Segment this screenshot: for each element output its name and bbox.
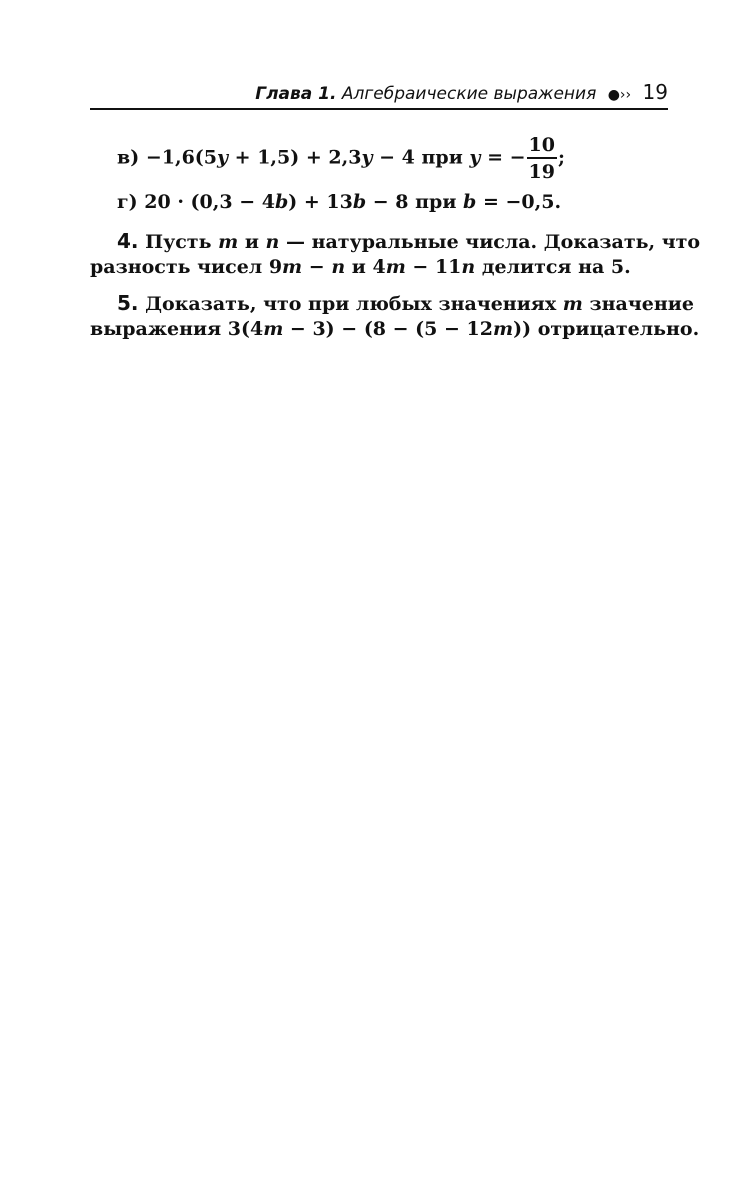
- fraction-numerator: 10: [527, 134, 557, 159]
- text-part: Доказать, что при любых значениях: [138, 293, 563, 315]
- fraction: [527, 134, 557, 183]
- problem-item-v: [90, 134, 695, 183]
- problem-4-line-1: [90, 228, 701, 255]
- page-number: 19: [642, 80, 668, 104]
- problem-4-line-2: [90, 254, 668, 280]
- expr-part: −1,6(5: [145, 146, 218, 169]
- chapter-label: Глава 1.: [255, 84, 337, 104]
- variable: n: [265, 231, 280, 253]
- expr-part: − 8 при: [366, 191, 464, 213]
- variable: m: [492, 318, 514, 340]
- variable: m: [562, 293, 583, 315]
- variable: n: [461, 256, 476, 278]
- problem-5-line-1: [90, 290, 695, 317]
- expr-part: − 4 при: [372, 146, 470, 169]
- expr-part: = −0,5.: [476, 191, 562, 213]
- header-rule: [90, 108, 668, 110]
- expr-part: + 1,5) + 2,3: [228, 146, 362, 169]
- problem-number: 4.: [117, 229, 139, 253]
- running-header: [90, 78, 668, 106]
- variable: m: [218, 231, 239, 253]
- variable: m: [385, 256, 406, 278]
- text-part: − 11: [405, 256, 462, 278]
- problem-item-g: [90, 189, 695, 215]
- text-part: − 3) − (8 − (5 − 12: [283, 318, 493, 340]
- text-part: выражения 3(4: [90, 318, 264, 340]
- text-part: разность чисел 9: [90, 256, 283, 278]
- variable: m: [263, 318, 284, 340]
- variable: b: [352, 191, 367, 213]
- text-part: )) отрицательно.: [513, 318, 700, 340]
- expr-part: 20 · (0,3 − 4: [144, 191, 275, 213]
- expr-part: ) + 13: [288, 191, 353, 213]
- text-part: — натуральные числа. Доказать, что: [279, 231, 701, 253]
- variable: y: [217, 146, 229, 169]
- text-part: и 4: [345, 256, 386, 278]
- variable: m: [282, 256, 303, 278]
- variable: b: [463, 191, 477, 213]
- text-part: значение: [582, 293, 694, 315]
- expr-part: ;: [557, 146, 565, 169]
- item-label: г): [117, 191, 138, 213]
- variable: n: [331, 256, 346, 278]
- text-part: −: [302, 256, 332, 278]
- variable: y: [469, 146, 481, 169]
- chapter-title: Алгебраические выражения: [341, 84, 597, 104]
- text-part: и: [238, 231, 266, 253]
- problem-number: 5.: [117, 291, 139, 315]
- problem-5-line-2: [90, 316, 700, 342]
- header-dots: ●››: [607, 87, 632, 103]
- variable: y: [361, 146, 373, 169]
- expr-part: = −: [480, 146, 526, 169]
- text-part: делится на 5.: [475, 256, 631, 278]
- item-label: в): [117, 146, 140, 169]
- text-part: Пусть: [138, 231, 219, 253]
- fraction-denominator: 19: [528, 161, 555, 183]
- variable: b: [274, 191, 289, 213]
